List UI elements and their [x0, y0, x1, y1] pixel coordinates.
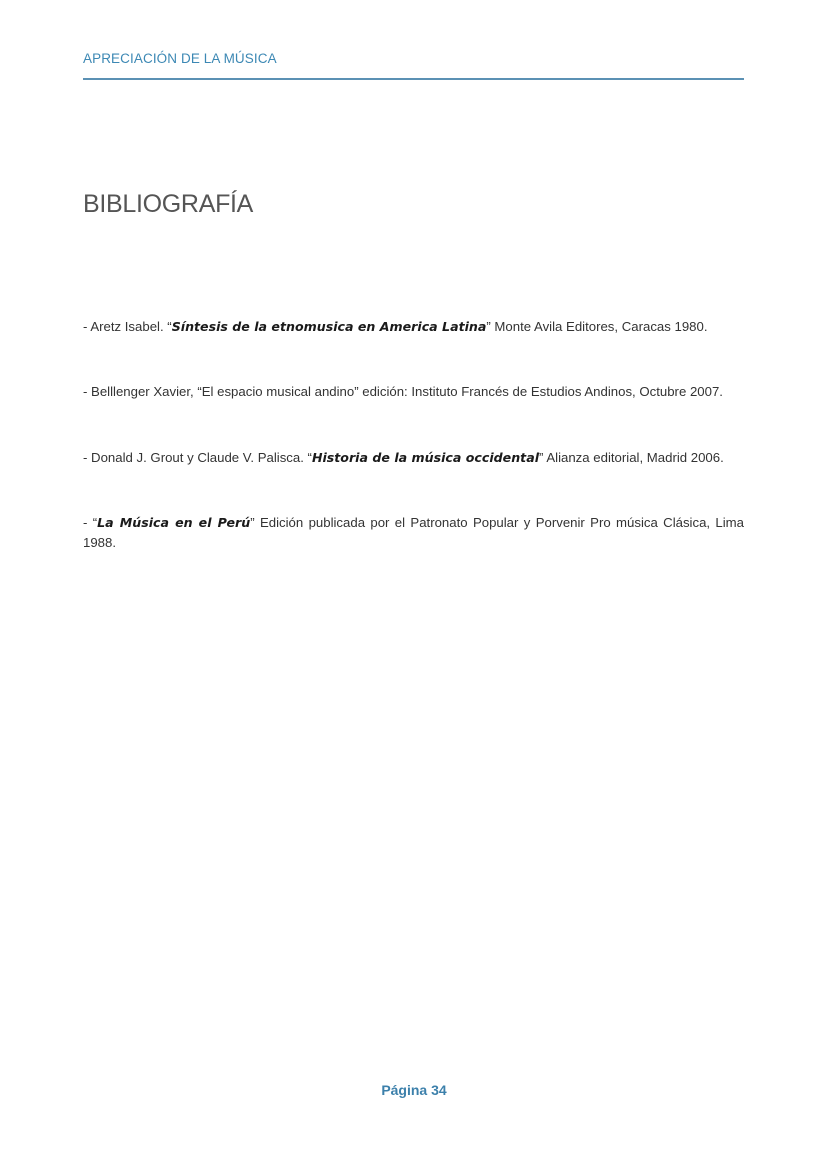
entry-title: Historia de la música occidental [311, 450, 540, 465]
entry-title: Síntesis de la etnomusica en America Latina [171, 319, 487, 334]
entry-suffix: ” Monte Avila Editores, Caracas 1980. [486, 319, 708, 334]
header-title: APRECIACIÓN DE LA MÚSICA [83, 51, 277, 66]
header-divider [83, 78, 744, 80]
entry-prefix: - Donald J. Grout y Claude V. Palisca. “ [83, 450, 312, 465]
page-title: BIBLIOGRAFÍA [83, 190, 254, 218]
entry-suffix: ” Edición publicada por el Patronato Popular y Porvenir Pro música Clásica, Lima 1988. [83, 515, 745, 550]
entry-suffix: ” Alianza editorial, Madrid 2006. [539, 450, 724, 465]
entry-prefix: - Aretz Isabel. “ [83, 319, 172, 334]
page-number: Página 34 [381, 1082, 447, 1098]
bibliography-entry [83, 382, 744, 402]
entry-title: La Música en el Perú [97, 515, 251, 530]
entry-prefix: - “ [83, 515, 98, 530]
bibliography-entry [83, 513, 744, 553]
entry-text: - Belllenger Xavier, “El espacio musical andino” edición: Instituto Francés de Estudios Andinos, Octubre 2007. [83, 384, 723, 399]
bibliography-entry [83, 448, 744, 468]
bibliography-entry [83, 317, 744, 337]
